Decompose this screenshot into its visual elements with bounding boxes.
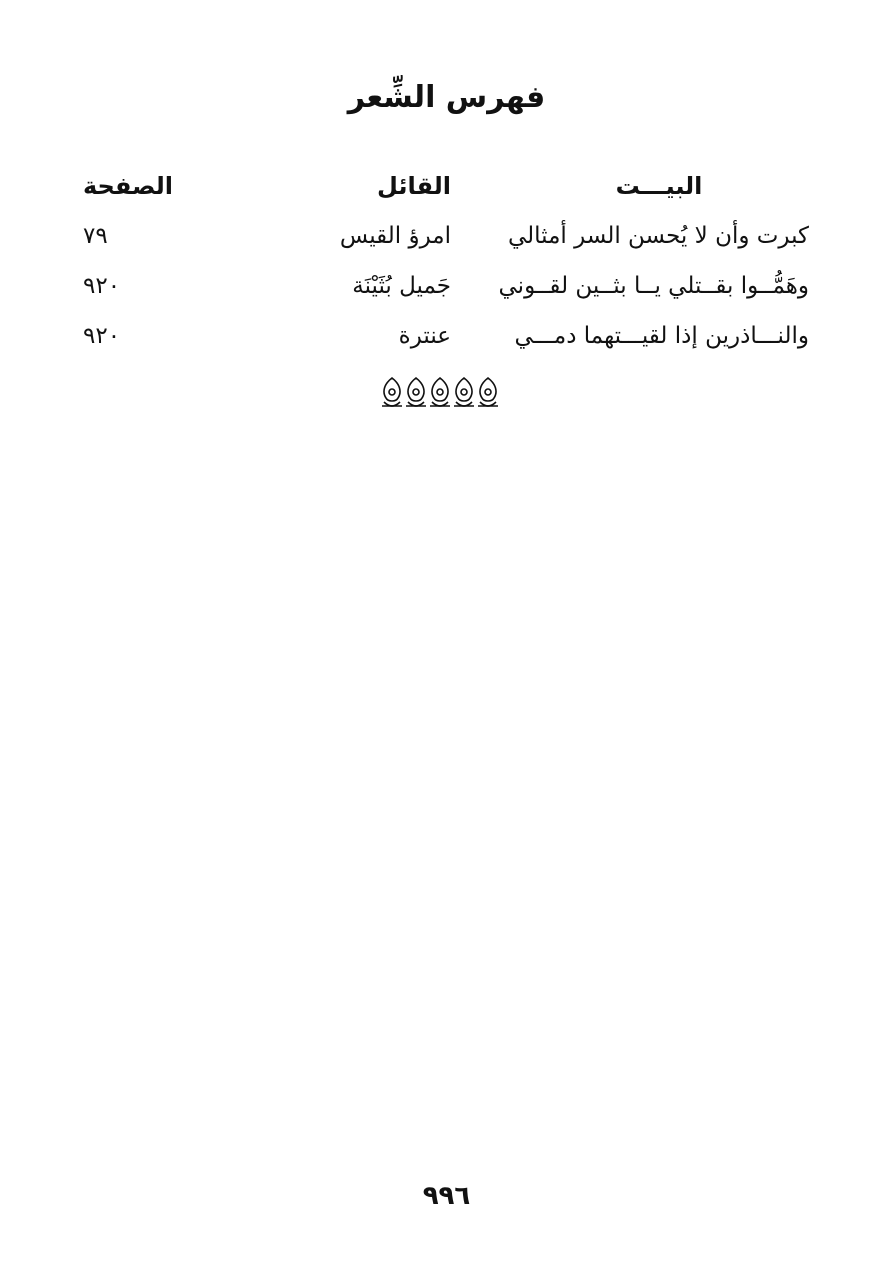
header-page: الصفحة xyxy=(83,172,174,200)
author-cell: عنترة xyxy=(398,323,451,349)
page-title: فهرس الشِّعر xyxy=(347,80,546,115)
page-number: ٩٩٦ xyxy=(422,1181,471,1211)
ornament-divider-icon xyxy=(376,374,504,410)
table-row xyxy=(83,268,809,318)
poetry-index-table xyxy=(83,168,809,368)
author-cell: امرؤ القيس xyxy=(339,223,451,249)
table-header-row xyxy=(83,168,809,218)
header-author: القائل xyxy=(377,172,451,200)
table-row xyxy=(83,318,809,368)
author-cell: جَميل بُثَيْنَة xyxy=(352,273,451,299)
header-verse: البيـــت xyxy=(615,172,703,200)
verse-cell: وهَمُّــوا بقــتلي يــا بثــين لقــوني xyxy=(498,273,809,299)
page-cell: ٧٩ xyxy=(83,223,108,249)
table-row xyxy=(83,218,809,268)
page-cell: ٩٢٠ xyxy=(83,273,121,299)
page-cell: ٩٢٠ xyxy=(83,323,121,349)
verse-cell: والنـــاذرين إذا لقيـــتهما دمـــي xyxy=(514,323,809,349)
verse-cell: كبرت وأن لا يُحسن السر أمثالي xyxy=(507,223,809,249)
